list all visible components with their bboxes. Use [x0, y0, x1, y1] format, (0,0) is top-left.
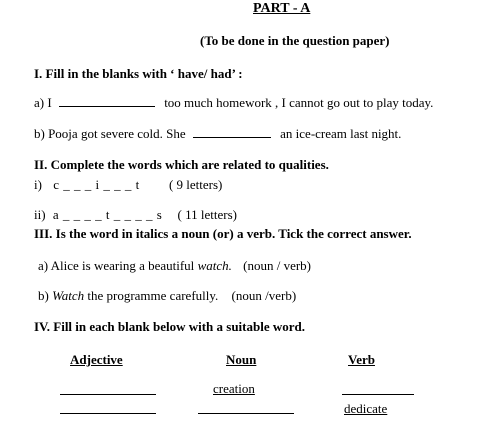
- given-verb: dedicate: [344, 401, 388, 416]
- answer-blank-1a[interactable]: [59, 95, 155, 107]
- question-3a: [38, 258, 311, 274]
- given-noun: creation: [213, 381, 255, 396]
- section-1-heading: I. Fill in the blanks with ‘ have/ had’ :: [34, 66, 243, 81]
- question-3b-text: the programme carefully.: [87, 288, 219, 303]
- part-title: PART - A: [253, 1, 311, 16]
- question-1a: [34, 95, 433, 111]
- answer-line-noun-2[interactable]: [198, 413, 294, 414]
- question-2ii-label: ii): [34, 207, 46, 222]
- section-4-heading: IV. Fill in each blank below with a suitable word.: [34, 319, 306, 334]
- question-2ii: [34, 207, 237, 223]
- word-pattern-2i[interactable]: c _ _ _ i _ _ _ t: [53, 177, 140, 192]
- instructions-subtitle: (To be done in the question paper): [200, 33, 390, 48]
- question-3b-italic-word: Watch: [52, 288, 85, 303]
- word-pattern-2ii[interactable]: a _ _ _ _ t _ _ _ _ s: [52, 207, 163, 222]
- answer-line-adjective-2[interactable]: [60, 413, 156, 414]
- letter-hint-2i: ( 9 letters): [168, 177, 223, 192]
- column-header-adjective: Adjective: [70, 352, 123, 367]
- letter-hint-2ii: ( 11 letters): [177, 207, 237, 222]
- question-1b-suffix: an ice-cream last night.: [280, 126, 402, 141]
- question-2i-label: i): [34, 177, 42, 192]
- section-2-heading: II. Complete the words which are related to qualities.: [34, 157, 329, 172]
- question-3a-text: a) Alice is wearing a beautiful: [38, 258, 195, 273]
- section-3-heading: III. Is the word in italics a noun (or) a verb. Tick the correct answer.: [34, 226, 412, 241]
- answer-blank-1b[interactable]: [193, 126, 271, 138]
- question-1a-suffix: too much homework , I cannot go out to play today.: [164, 95, 434, 110]
- answer-line-adjective-1[interactable]: [60, 394, 156, 395]
- question-3b-options[interactable]: (noun /verb): [231, 288, 297, 303]
- question-1b: [34, 126, 401, 142]
- question-3a-italic-word: watch.: [197, 258, 232, 273]
- question-1a-prefix: a) I: [34, 95, 52, 110]
- question-3b-label: b): [38, 288, 49, 303]
- column-header-verb: Verb: [348, 352, 375, 367]
- question-3a-options[interactable]: (noun / verb): [243, 258, 311, 273]
- answer-line-verb-1[interactable]: [342, 394, 414, 395]
- question-3b: [38, 288, 296, 304]
- question-1b-prefix: b) Pooja got severe cold. She: [34, 126, 186, 141]
- column-header-noun: Noun: [226, 352, 257, 367]
- question-2i: [34, 177, 222, 193]
